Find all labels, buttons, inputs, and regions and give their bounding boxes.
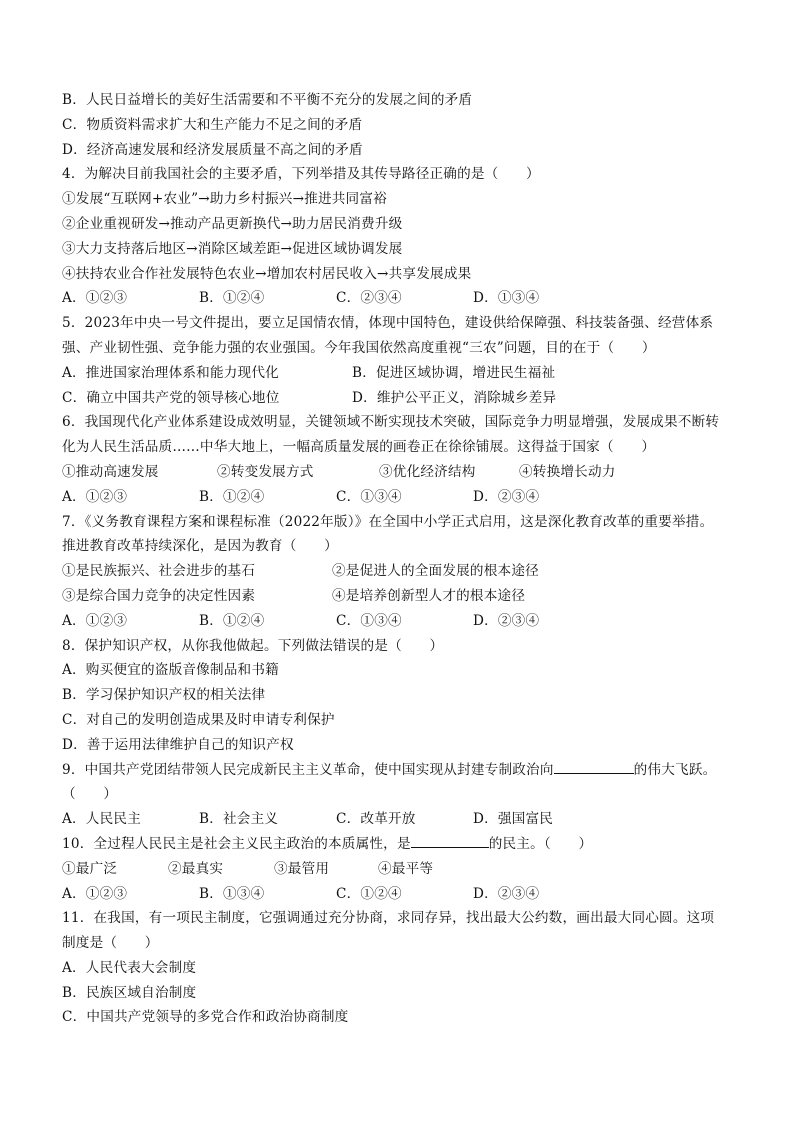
- q5-option-c[interactable]: C．确立中国共产党的领导核心地位: [62, 389, 280, 406]
- q6-item-2: ②转变发展方式: [217, 463, 314, 480]
- q8-option-a[interactable]: A．购买便宜的盗版音像制品和书籍: [62, 662, 279, 679]
- q7-item-3: ③是综合国力竞争的决定性因素: [62, 587, 256, 604]
- q6-stem-line-1: 6．我国现代化产业体系建设成效明显，关键领域不断实现技术突破，国际竞争力明显增强，发展成果不断转: [62, 414, 720, 431]
- q10-item-2: ②最真实: [168, 860, 224, 877]
- q4-item-3: ③大力支持落后地区→消除区域差距→促进区域协调发展: [62, 240, 403, 257]
- q3-option-b: B．人民日益增长的美好生活需要和不平衡不充分的发展之间的矛盾: [62, 92, 473, 108]
- q4-options: [62, 286, 742, 311]
- q6-item-4: ④转换增长动力: [519, 463, 616, 480]
- q4-item-1: ①发展“互联网+农业”→助力乡村振兴→推进共同富裕: [62, 191, 387, 208]
- q7-items-12: [62, 559, 742, 584]
- q6-items: [62, 460, 742, 485]
- q10-item-4: ④最平等: [378, 860, 434, 877]
- q11-option-c[interactable]: C．中国共产党领导的多党合作和政治协商制度: [62, 1009, 349, 1026]
- q11-option-a[interactable]: A．人民代表大会制度: [62, 959, 197, 976]
- q11-option-b[interactable]: B．民族区域自治制度: [62, 984, 197, 1001]
- q4-option-d[interactable]: D．①③④: [473, 290, 540, 307]
- q8-option-c[interactable]: C．对自己的发明创造成果及时申请专利保护: [62, 711, 335, 728]
- q10-stem-part-a: 10．全过程人民民主是社会主义民主政治的本质属性，是: [62, 835, 411, 852]
- q9-fill-blank: [554, 759, 634, 774]
- q7-option-c[interactable]: C．①③④: [336, 612, 402, 629]
- q10-option-a[interactable]: A．①②③: [62, 885, 128, 902]
- q10-stem: [62, 832, 742, 857]
- q10-item-1: ①最广泛: [62, 860, 118, 877]
- q10-stem-part-b: 的民主。（ ）: [488, 835, 593, 852]
- q6-option-b[interactable]: B．①②④: [199, 488, 265, 505]
- q9-option-d[interactable]: D．强国富民: [473, 811, 554, 828]
- q4-item-4: ④扶持农业合作社发展特色农业→增加农村居民收入→共享发展成果: [62, 265, 472, 282]
- q5-option-b[interactable]: B．促进区域协调，增进民生福祉: [352, 364, 556, 381]
- q7-item-1: ①是民族振兴、社会进步的基石: [62, 563, 256, 580]
- q7-items-34: [62, 584, 742, 609]
- q4-option-b[interactable]: B．①②④: [199, 290, 265, 307]
- q10-fill-blank: [411, 833, 489, 848]
- q7-option-b[interactable]: B．①②④: [199, 612, 265, 629]
- q11-stem-line-1: 11．在我国，有一项民主制度，它强调通过充分协商，求同存异，找出最大公约数，画出最大同心圆。这项: [62, 910, 715, 927]
- q9-option-b[interactable]: B．社会主义: [199, 811, 279, 828]
- q6-option-c[interactable]: C．①③④: [336, 488, 402, 505]
- q10-option-d[interactable]: D．②③④: [473, 885, 540, 902]
- q7-option-d[interactable]: D．②③④: [473, 612, 540, 629]
- q9-options: [62, 807, 742, 832]
- q9-option-c[interactable]: C．改革开放: [336, 811, 416, 828]
- q7-stem-line-1: 7．《义务教育课程方案和课程标准（2022年版）》在全国中小学正式启用，这是深化教育改革的重要举措。: [62, 513, 714, 530]
- q10-options: [62, 882, 742, 907]
- q3-option-d: D．经济高速发展和经济发展质量不高之间的矛盾: [62, 141, 363, 158]
- q7-options: [62, 609, 742, 634]
- q5-option-d[interactable]: D．维护公平正义，消除城乡差异: [352, 389, 557, 406]
- q8-option-d[interactable]: D．善于运用法律维护自己的知识产权: [62, 736, 294, 753]
- q6-item-1: ①推动高速发展: [62, 463, 159, 480]
- q10-item-3: ③最管用: [274, 860, 330, 877]
- exam-page: [62, 88, 742, 1030]
- q9-stem-part-b: 的伟大飞跃。: [633, 761, 717, 778]
- q10-option-b[interactable]: B．①③④: [199, 885, 265, 902]
- q9-stem-part-a: 9．中国共产党团结带领人民完成新民主主义革命，使中国实现从封建专制政治向: [62, 761, 554, 778]
- q9-stem: [62, 758, 742, 783]
- q5-stem-line-1: 5．2023年中央一号文件提出，要立足国情农情，体现中国特色，建设供给保障强、科技装备强、经营体系: [62, 315, 714, 332]
- q5-option-a[interactable]: A．推进国家治理体系和能力现代化: [62, 364, 279, 381]
- q7-stem-line-2: 推进教育改革持续深化，是因为教育（ ）: [62, 538, 338, 555]
- q4-option-a[interactable]: A．①②③: [62, 290, 128, 307]
- q6-options: [62, 485, 742, 510]
- q7-option-a[interactable]: A．①②③: [62, 612, 128, 629]
- q6-stem-line-2: 化为人民生活品质……中华大地上，一幅高质量发展的画卷正在徐徐铺展。这得益于国家（ ）: [62, 439, 656, 456]
- q9-answer-paren: （ ）: [62, 786, 118, 803]
- q4-option-c[interactable]: C．②③④: [336, 290, 402, 307]
- q7-item-2: ②是促进人的全面发展的根本途径: [332, 563, 539, 580]
- q8-stem: 8．保护知识产权，从你我他做起。下列做法错误的是（ ）: [62, 637, 444, 654]
- q6-item-3: ③优化经济结构: [379, 463, 476, 480]
- q8-option-b[interactable]: B．学习保护知识产权的相关法律: [62, 687, 266, 704]
- q9-option-a[interactable]: A．人民民主: [62, 811, 141, 828]
- q4-stem: 4．为解决目前我国社会的主要矛盾，下列举措及其传导路径正确的是（ ）: [62, 166, 540, 183]
- q11-stem-line-2: 制度是（ ）: [62, 935, 159, 952]
- q5-stem-line-2: 强、产业韧性强、竞争能力强的农业强国。今年我国依然高度重视“三农”问题，目的在于（ ）: [62, 339, 656, 356]
- q5-options-cd: [62, 386, 742, 411]
- q10-option-c[interactable]: C．①②④: [336, 885, 402, 902]
- q3-option-c: C．物质资料需求扩大和生产能力不足之间的矛盾: [62, 116, 363, 133]
- q4-item-2: ②企业重视研发→推动产品更新换代→助力居民消费升级: [62, 215, 403, 232]
- q10-items: [62, 857, 742, 882]
- q5-options-ab: [62, 361, 742, 386]
- q6-option-d[interactable]: D．②③④: [473, 488, 540, 505]
- q7-item-4: ④是培养创新型人才的根本途径: [332, 587, 526, 604]
- q6-option-a[interactable]: A．①②③: [62, 488, 128, 505]
